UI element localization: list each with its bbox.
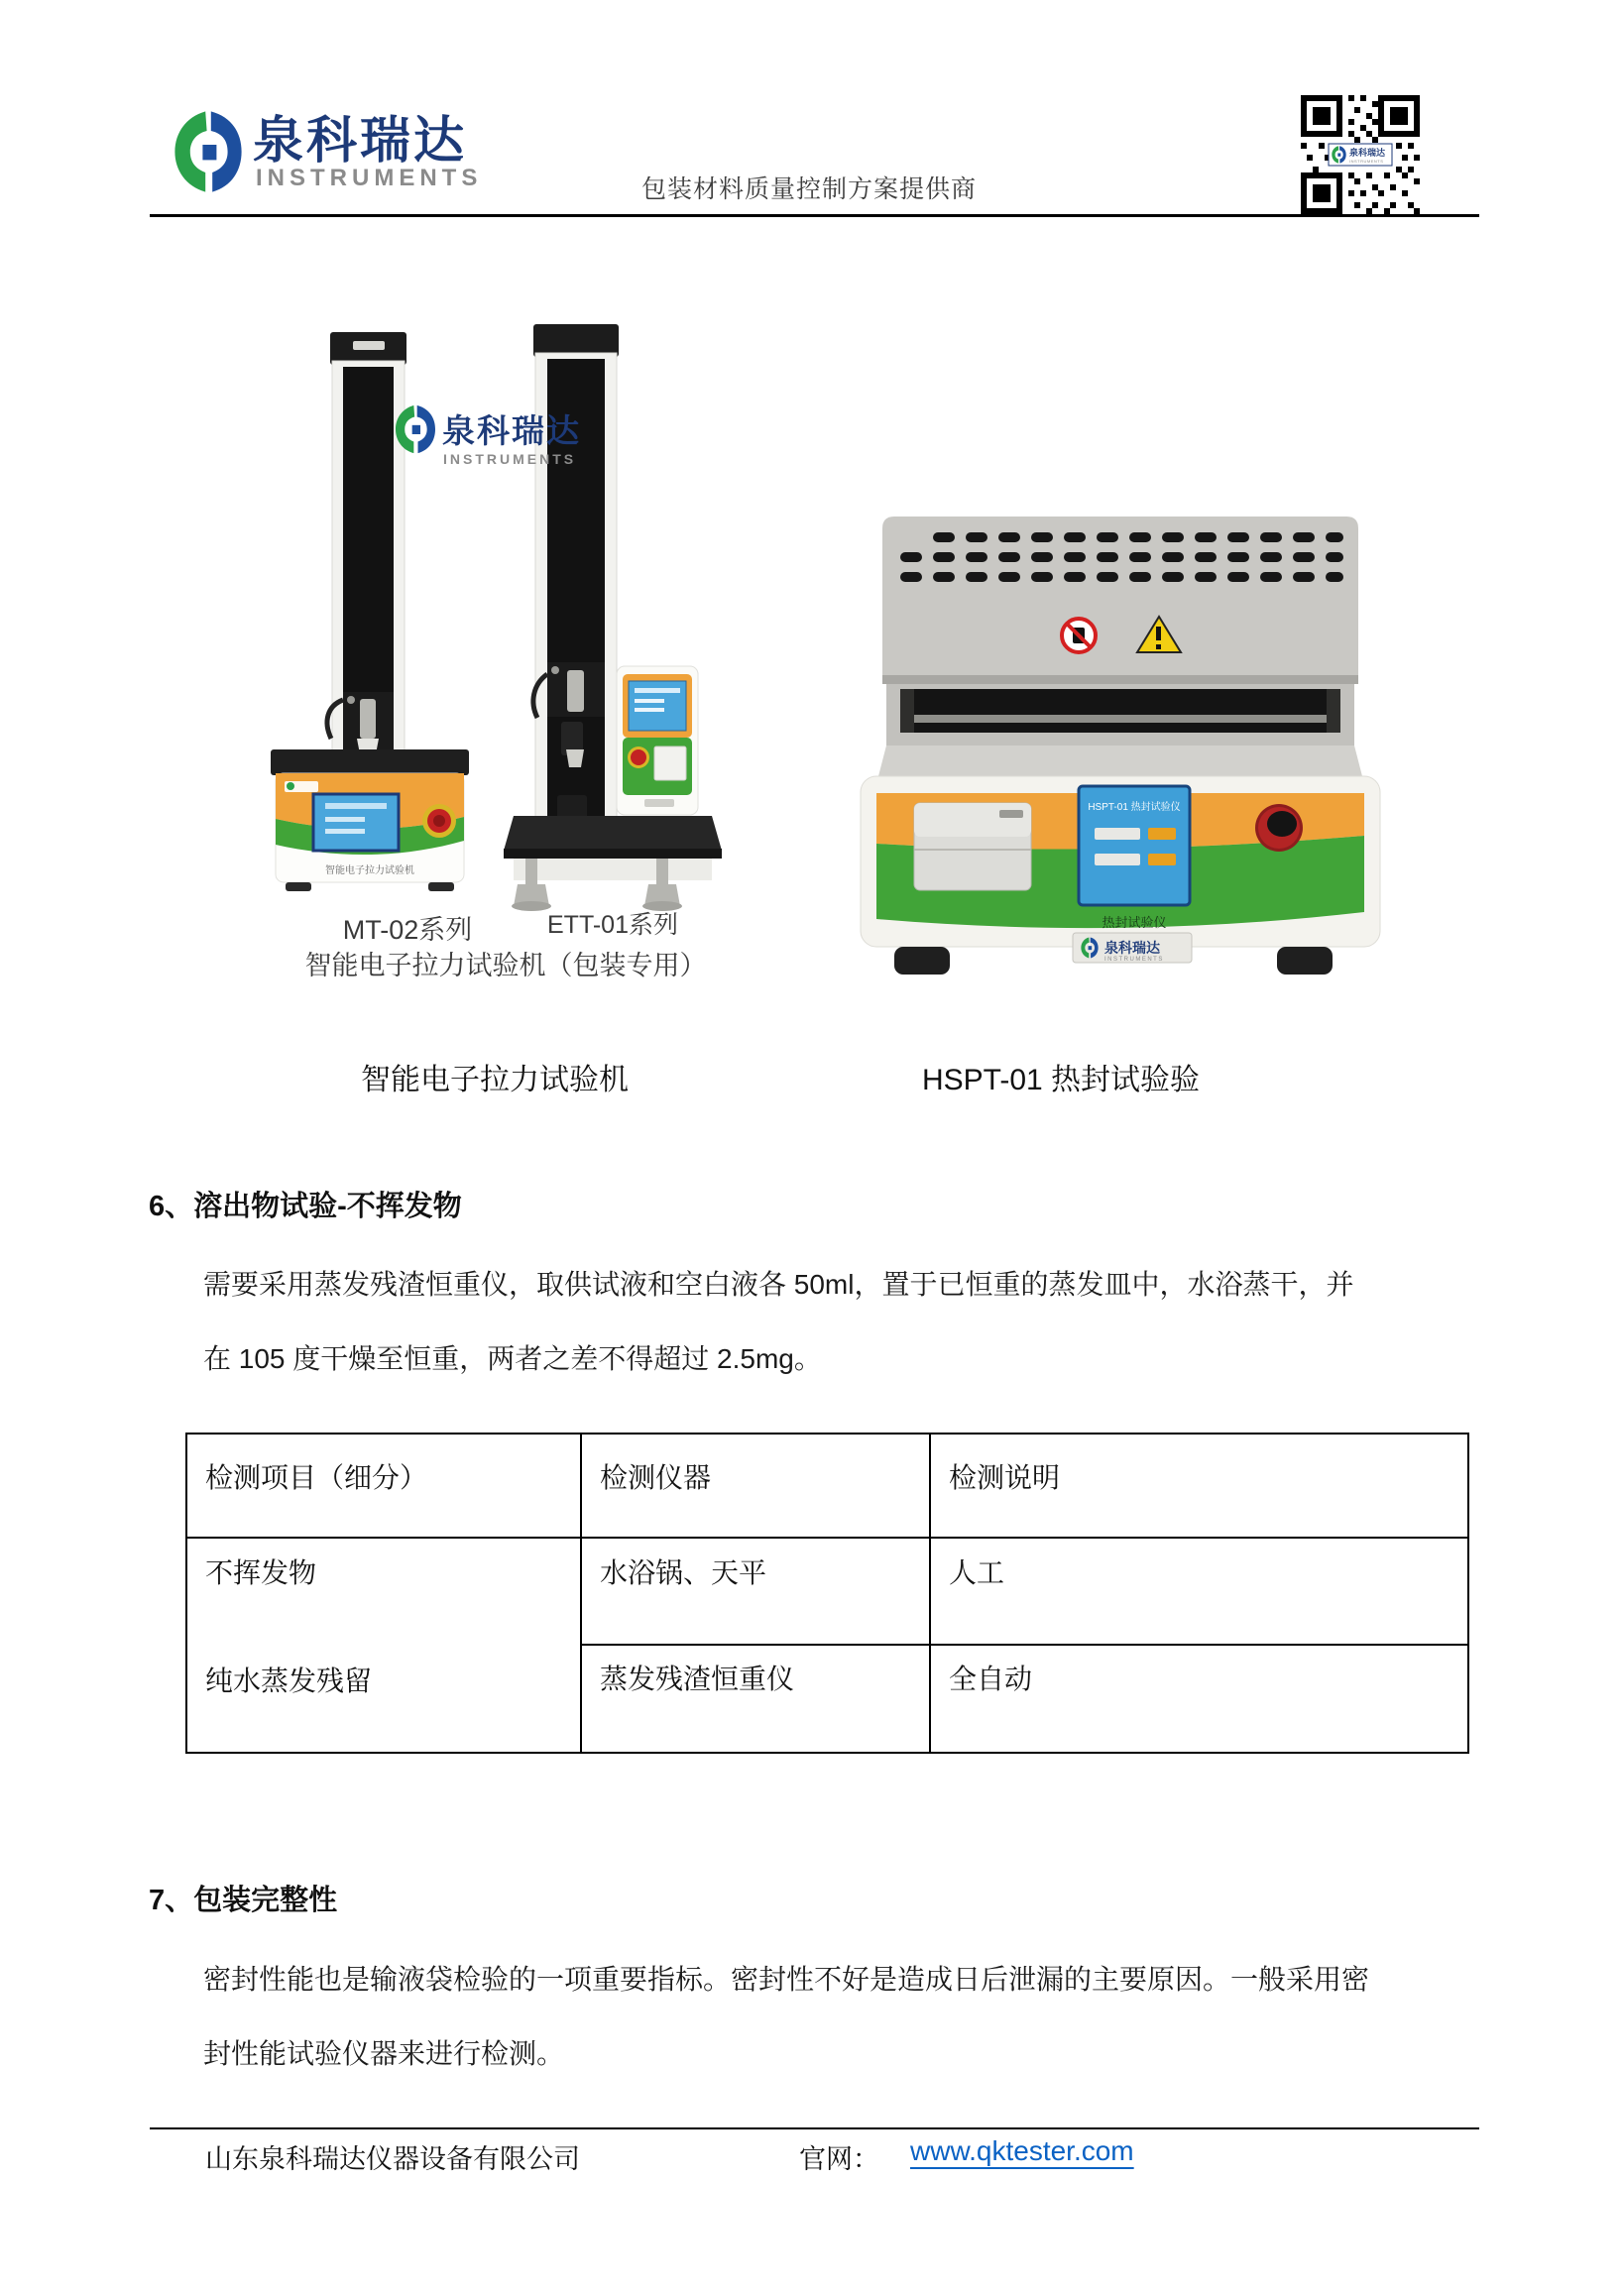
table-header-item: 检测项目（细分） (186, 1434, 581, 1538)
brand-watermark (396, 405, 581, 467)
svg-text:INSTRUMENTS: INSTRUMENTS (443, 451, 577, 467)
table-header-row (186, 1434, 1468, 1538)
table-cell-instrument: 水浴锅、天平 (581, 1538, 930, 1645)
footer-divider (150, 2127, 1479, 2129)
svg-text:INSTRUMENTS: INSTRUMENTS (1104, 957, 1164, 963)
section-6-heading: 6、溶出物试验-不挥发物 (149, 1191, 462, 1222)
heat-seal-tester-photo (853, 501, 1388, 996)
mt02-machine (271, 332, 469, 891)
table-cell-note: 全自动 (930, 1645, 1468, 1753)
prohibition-icon (1062, 619, 1096, 652)
table-cell-item-2: 纯水蒸发残留 (205, 1665, 373, 1696)
company-logo-icon (174, 102, 243, 201)
svg-text:泉科瑞达: 泉科瑞达 (1349, 148, 1386, 158)
svg-text:智能电子拉力试验机: 智能电子拉力试验机 (325, 865, 414, 876)
brand-name-en: INSTRUMENTS (256, 165, 483, 191)
section-6-paragraph-line-2: 在 105 度干燥至恒重，两者之差不得超过 2.5mg。 (203, 1343, 822, 1374)
company-tagline: 包装材料质量控制方案提供商 (641, 175, 978, 203)
caption-heat-seal-tester: HSPT-01 热封试验验 (921, 1064, 1201, 1096)
qr-code (1301, 95, 1420, 214)
section-7-paragraph-line-1: 密封性能也是输液袋检验的一项重要指标。密封性不好是造成日后泄漏的主要原因。一般采用密 (203, 1964, 1370, 1995)
photo-subtitle: 智能电子拉力试验机（包装专用） (304, 951, 707, 980)
hspt-base (861, 776, 1380, 975)
footer-company-name: 山东泉科瑞达仪器设备有限公司 (205, 2144, 580, 2174)
model-label-ett01: ETT-01系列 (547, 911, 678, 939)
control-knob (1255, 804, 1303, 852)
brand-name-cn: 泉科瑞达 (253, 112, 468, 169)
table-header-note: 检测说明 (930, 1434, 1468, 1538)
section-7-paragraph-line-2: 封性能试验仪器来进行检测。 (203, 2038, 565, 2069)
section-7-heading: 7、包装完整性 (149, 1885, 338, 1916)
caption-tensile-tester: 智能电子拉力试验机 (361, 1064, 629, 1096)
table-cell-item-1: 不挥发物 (205, 1557, 317, 1588)
svg-text:泉科瑞达: 泉科瑞达 (442, 412, 581, 449)
footer-site-link[interactable]: www.qktester.com (910, 2135, 1134, 2166)
svg-text:泉科瑞达: 泉科瑞达 (1104, 940, 1160, 956)
tensile-testers-photo (228, 248, 763, 942)
qr-center-logo (1329, 144, 1392, 166)
svg-text:INSTRUMENTS: INSTRUMENTS (1349, 159, 1384, 164)
header-divider (150, 214, 1479, 217)
logo-plate (1073, 933, 1192, 963)
table-cell-items (186, 1538, 581, 1753)
footer-site-label: 官网： (799, 2144, 879, 2174)
svg-text:HSPT-01 热封试验仪: HSPT-01 热封试验仪 (1088, 802, 1181, 813)
table-header-instrument: 检测仪器 (581, 1434, 930, 1538)
base-band-label: 热封试验仪 (1102, 915, 1167, 930)
model-label-mt02: MT-02系列 (342, 915, 473, 945)
hspt-jaw-area (878, 684, 1362, 776)
touchscreen (1079, 786, 1190, 905)
table-cell-note: 人工 (930, 1538, 1468, 1645)
table-cell-instrument: 蒸发残渣恒重仪 (581, 1645, 930, 1753)
hspt-hood (882, 517, 1358, 684)
detection-spec-table (185, 1433, 1469, 1754)
table-row (186, 1538, 1468, 1645)
printer (914, 803, 1031, 890)
section-6-paragraph-line-1: 需要采用蒸发残渣恒重仪，取供试液和空白液各 50ml，置于已恒重的蒸发皿中，水浴蒸干，并 (203, 1269, 1354, 1300)
